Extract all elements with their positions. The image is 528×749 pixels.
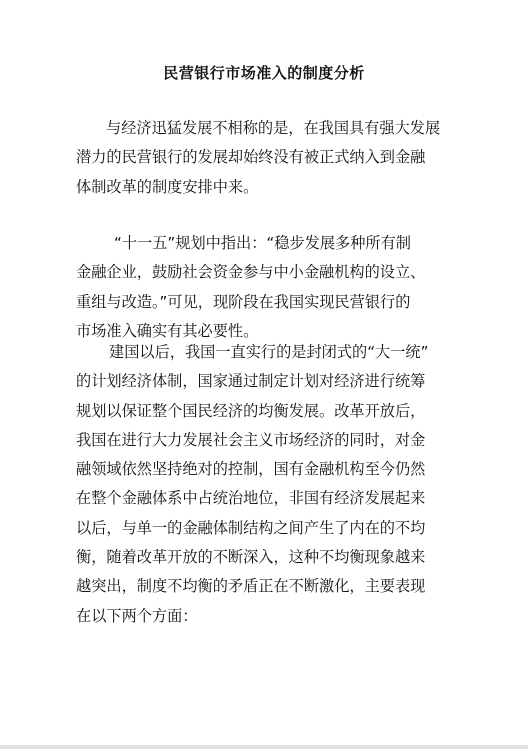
document-title: 民营银行市场准入的制度分析 xyxy=(163,64,365,82)
paragraph-line: 越突出，制度不均衡的矛盾正在不断激化，主要表现 xyxy=(76,577,426,596)
page-bottom-edge xyxy=(0,745,528,749)
paragraph-line: 体制改革的制度安排中来。 xyxy=(76,177,259,196)
paragraph-line: 潜力的民营银行的发展却始终没有被正式纳入到金融 xyxy=(76,148,426,167)
paragraph-1 xyxy=(76,114,466,202)
paragraph-line: 金融企业，鼓励社会资金参与中小金融机构的设立、 xyxy=(76,263,426,282)
paragraph-3 xyxy=(76,338,466,631)
paragraph-line: 规划以保证整个国民经济的均衡发展。改革开放后， xyxy=(76,401,426,420)
paragraph-line: 建国以后，我国一直实行的是封闭式的“大一统” xyxy=(109,343,429,361)
paragraph-line: 在以下两个方面： xyxy=(76,606,198,625)
paragraph-line: 的计划经济体制，国家通过制定计划对经济进行统筹 xyxy=(76,372,426,391)
paragraph-line: 与经济迅猛发展不相称的是，在我国具有强大发展 xyxy=(106,119,441,137)
paragraph-line: 以后，与单一的金融体制结构之间产生了内在的不均 xyxy=(76,518,426,537)
paragraph-line: 我国在进行大力发展社会主义市场经济的同时，对金 xyxy=(76,430,426,449)
paragraph-line: 在整个金融体系中占统治地位，非国有经济发展起来 xyxy=(76,489,426,508)
paragraph-2 xyxy=(76,229,466,346)
paragraph-line: 融领域依然坚持绝对的控制，国有金融机构至今仍然 xyxy=(76,460,426,479)
paragraph-line: 重组与改造。”可见，现阶段在我国实现民营银行的 xyxy=(76,292,411,311)
paragraph-line: 衡，随着改革开放的不断深入，这种不均衡现象越来 xyxy=(76,548,426,567)
paragraph-line: “十一五”规划中指出：“稳步发展多种所有制 xyxy=(114,234,411,252)
paragraph-line: 市场准入确实有其必要性。 xyxy=(76,321,259,340)
